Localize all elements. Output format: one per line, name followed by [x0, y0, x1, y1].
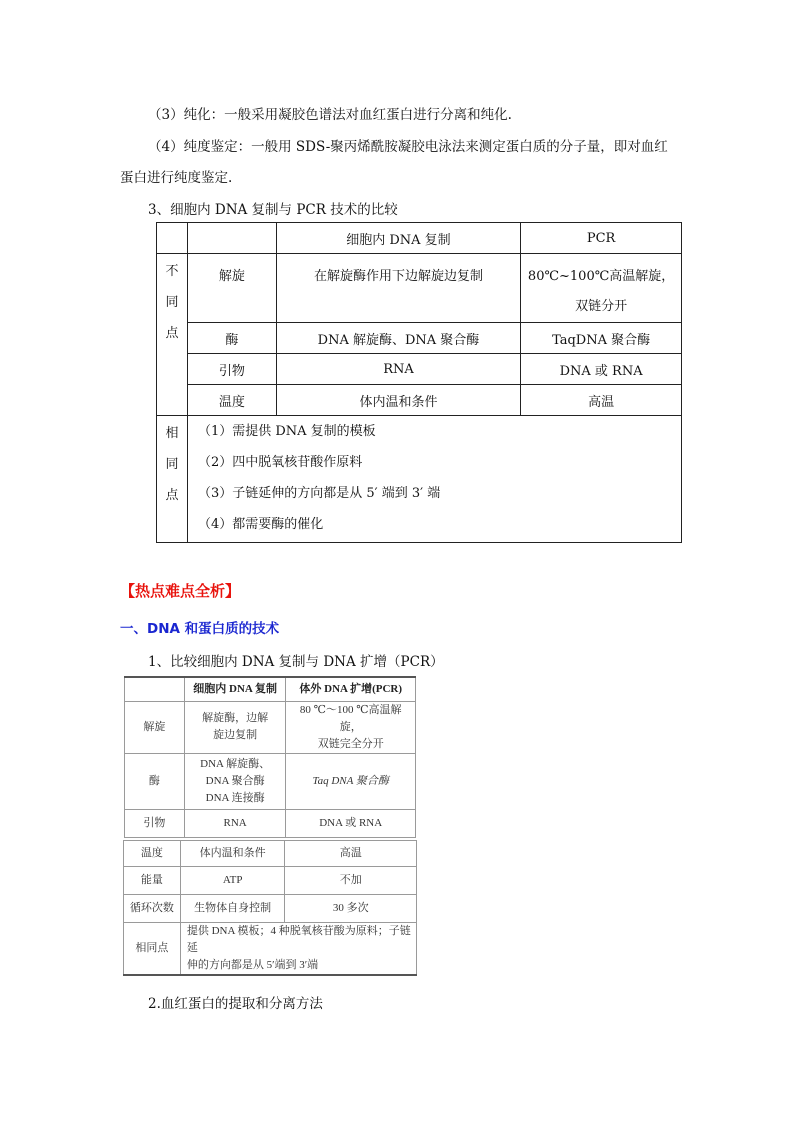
img-line: DNA 连接酶: [205, 791, 265, 804]
label-same-points: [157, 416, 188, 543]
row-primer-pcr: DNA 或 RNA: [521, 354, 682, 385]
heading-dna-protein-tech: 一、DNA 和蛋白质的技术: [120, 621, 280, 637]
img-energy-label: 能量: [124, 867, 181, 895]
img-temperature-pcr: 高温: [285, 841, 417, 867]
img-energy-cell: ATP: [180, 867, 285, 895]
row-enzyme-label: 酶: [187, 323, 276, 354]
pcr-line: 80℃~100℃高温解旋，: [527, 269, 675, 284]
subheading-hemoglobin: 2.血红蛋白的提取和分离方法: [148, 996, 323, 1012]
img-row-unwinding-pcr: [286, 701, 416, 753]
header-cell-dna: 细胞内 DNA 复制: [276, 223, 520, 254]
label-different-points: [157, 254, 188, 416]
img-row-primer-pcr: DNA 或 RNA: [286, 809, 416, 837]
img-row-unwinding-cell: [184, 701, 286, 753]
img-header-pcr: 体外 DNA 扩增(PCR): [286, 677, 416, 701]
img-temperature-cell: 体内温和条件: [180, 841, 285, 867]
label-char: 相: [165, 426, 179, 441]
same-item: （2）四中脱氧核苷酸作原料: [197, 455, 363, 470]
row-primer-cell: RNA: [276, 354, 520, 385]
img-line: 伸的方向都是从 5′端到 3′端: [186, 959, 319, 971]
section-title-comparison: 3、细胞内 DNA 复制与 PCR 技术的比较: [148, 202, 398, 218]
row-unwinding-pcr: [521, 254, 682, 323]
img-row-primer-label: 引物: [125, 809, 185, 837]
row-temperature-cell: 体内温和条件: [276, 385, 520, 416]
img-line: 提供 DNA 模板；4 种脱氧核苷酸为原料；子链延: [186, 925, 411, 954]
row-temperature-pcr: 高温: [521, 385, 682, 416]
row-unwinding-label: 解旋: [187, 254, 276, 323]
header-pcr: PCR: [521, 223, 682, 254]
img-cycles-pcr: 30 多次: [285, 895, 417, 923]
img-energy-pcr: 不加: [285, 867, 417, 895]
label-char: 不: [165, 264, 179, 279]
img-row-enzyme-label: 酶: [125, 753, 185, 809]
img-line: 双链完全分开: [317, 737, 384, 750]
subheading-compare-pcr: 1、比较细胞内 DNA 复制与 DNA 扩增（PCR）: [148, 654, 444, 670]
same-item: （4）都需要酶的催化: [197, 517, 324, 532]
pcr-line: 双链分开: [575, 299, 628, 314]
img-row-enzyme-cell: [184, 753, 286, 809]
heading-hotspot: 【热点难点全析】: [120, 582, 241, 600]
comparison-table: [156, 222, 682, 543]
img-line: 80 ℃～100 ℃高温解旋，: [299, 703, 402, 733]
row-temperature-label: 温度: [187, 385, 276, 416]
img-cycles-label: 循环次数: [124, 895, 181, 923]
paragraph-purity-line1: （4）纯度鉴定：一般用 SDS-聚丙烯酰胺凝胶电泳法来测定蛋白质的分子量，即对血红: [148, 139, 668, 155]
row-primer-label: 引物: [187, 354, 276, 385]
img-temperature-label: 温度: [124, 841, 181, 867]
row-enzyme-pcr: TaqDNA 聚合酶: [521, 323, 682, 354]
row-unwinding-cell: 在解旋酶作用下边解旋边复制: [276, 254, 520, 323]
img-row-enzyme-pcr: Taq DNA 聚合酶: [286, 753, 416, 809]
img-row-unwinding-label: 解旋: [125, 701, 185, 753]
img-line: DNA 聚合酶: [205, 774, 265, 787]
same-points-list: [187, 416, 681, 543]
same-item: （1）需提供 DNA 复制的模板: [197, 424, 376, 439]
img-cycles-cell: 生物体自身控制: [180, 895, 285, 923]
img-line: DNA 解旋酶、: [200, 757, 271, 770]
same-item: （3）子链延伸的方向都是从 5′ 端到 3′ 端: [197, 486, 441, 501]
img-header-cell-dna: 细胞内 DNA 复制: [184, 677, 286, 701]
row-enzyme-cell: DNA 解旋酶、DNA 聚合酶: [276, 323, 520, 354]
image-table-bottom: [123, 840, 417, 976]
img-same-text: [180, 923, 416, 976]
label-char: 同: [165, 457, 179, 472]
img-same-label: 相同点: [124, 923, 181, 976]
label-char: 同: [165, 295, 179, 310]
paragraph-purity-line2: 蛋白进行纯度鉴定.: [120, 170, 233, 186]
img-header-empty: [125, 677, 185, 701]
header-empty-1: [157, 223, 188, 254]
label-char: 点: [165, 488, 179, 503]
img-line: 旋边复制: [213, 729, 258, 741]
label-char: 点: [165, 326, 179, 341]
header-empty-2: [187, 223, 276, 254]
img-line: 解旋酶，边解: [202, 712, 269, 724]
paragraph-purification: （3）纯化：一般采用凝胶色谱法对血红蛋白进行分离和纯化.: [148, 107, 512, 123]
img-row-primer-cell: RNA: [184, 809, 286, 837]
image-table-top: [124, 676, 416, 838]
